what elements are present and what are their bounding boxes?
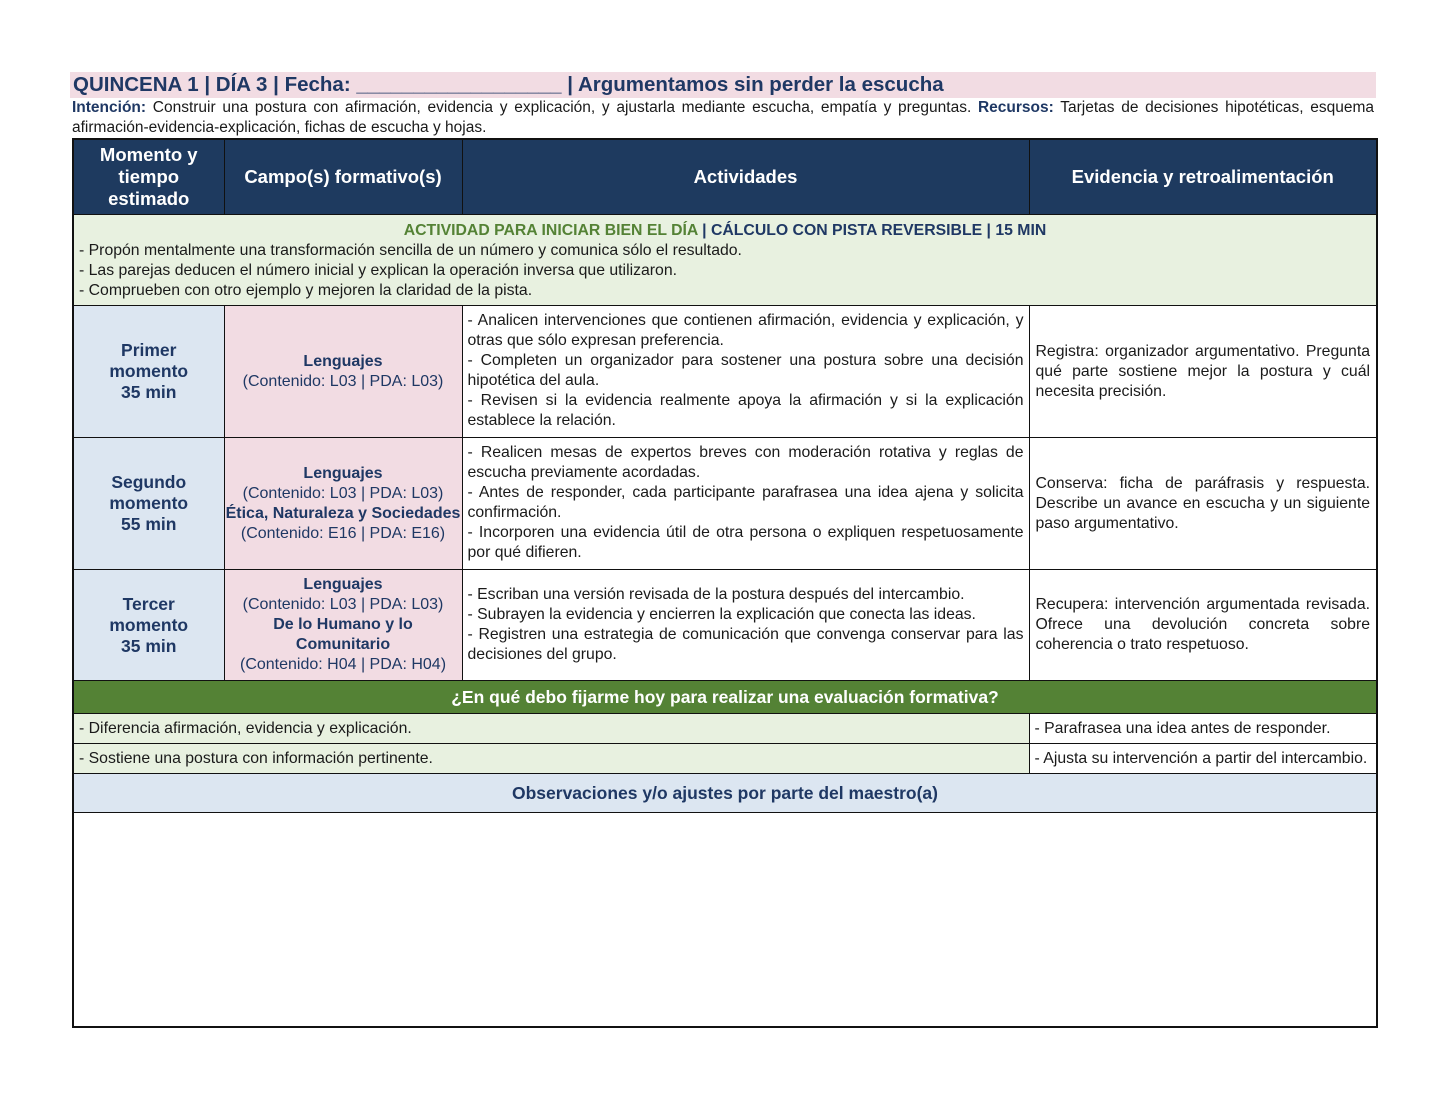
evidence-cell: Recupera: intervención argumentada revisada. Ofrece una devolución concreta sobre coherencia o trato respetuoso. — [1029, 570, 1377, 681]
activities-cell — [462, 306, 1029, 438]
col-header-moment: Momento y tiempo estimado — [73, 139, 224, 215]
title-suffix: | Argumentamos sin perder la escucha — [561, 73, 944, 96]
moment-cell — [73, 570, 224, 681]
formative-question: ¿En qué debo fijarme hoy para realizar una evaluación formativa? — [73, 681, 1377, 714]
observations-header-row — [73, 774, 1377, 813]
criteria-row — [73, 714, 1377, 744]
activity-item: - Realicen mesas de expertos breves con moderación rotativa y reglas de escucha previamente acordadas. — [467, 444, 1024, 481]
observations-title: Observaciones y/o ajustes por parte del maestro(a) — [73, 774, 1377, 813]
warmup-title — [79, 221, 1371, 241]
criterion-left-fill — [462, 744, 1029, 774]
criterion-right: - Ajusta su intervención a partir del intercambio. — [1029, 744, 1377, 774]
campo-detail: (Contenido: E16 | PDA: E16) — [240, 524, 446, 542]
moment-label: momento — [109, 614, 189, 635]
moment-cell — [73, 438, 224, 570]
warmup-line: - Comprueben con otro ejemplo y mejoren la claridad de la pista. — [79, 282, 533, 299]
intent-text: Construir una postura con afirmación, evidencia y explicación, y ajustarla mediante escucha, empatía y preguntas. — [146, 99, 978, 116]
warmup-title-rest: | CÁLCULO CON PISTA REVERSIBLE | 15 MIN — [697, 222, 1047, 239]
table-header-row — [73, 139, 1377, 215]
moment-row-3 — [73, 570, 1377, 681]
criterion-left-fill — [462, 714, 1029, 744]
campo-name: Lenguajes — [303, 464, 383, 482]
page-title — [70, 72, 1376, 98]
resources-label: Recursos: — [977, 99, 1054, 116]
warmup-line: - Las parejas deducen el número inicial y explican la operación inversa que utilizaron. — [79, 262, 677, 279]
activities-cell — [462, 438, 1029, 570]
title-prefix: QUINCENA 1 | DÍA 3 | Fecha: — [73, 73, 357, 96]
observations-area[interactable] — [73, 813, 1377, 1028]
col-header-campo: Campo(s) formativo(s) — [224, 139, 462, 215]
activity-item: - Antes de responder, cada participante parafrasea una idea ajena y solicita confirmación. — [467, 484, 1024, 521]
formative-header-row — [73, 681, 1377, 714]
campo-name: Ética, Naturaleza y Sociedades — [225, 504, 461, 522]
date-blank: __________________ — [356, 73, 562, 96]
warmup-row — [73, 215, 1377, 306]
campo-name: Lenguajes — [303, 352, 383, 370]
moment-row-2 — [73, 438, 1377, 570]
evidence-cell: Registra: organizador argumentativo. Pregunta qué parte sostiene mejor la postura y cuál necesita precisión. — [1029, 306, 1377, 438]
moment-row-1 — [73, 306, 1377, 438]
campo-name: De lo Humano y lo Comunitario — [273, 616, 413, 653]
activity-item: - Incorporen una evidencia útil de otra persona o expliquen respetuosamente por qué difieren. — [467, 524, 1024, 561]
evidence-cell: Conserva: ficha de paráfrasis y respuesta. Describe un avance en escucha y un siguiente paso argumentativo. — [1029, 438, 1377, 570]
col-header-evidencia: Evidencia y retroalimentación — [1029, 139, 1377, 215]
campo-cell — [224, 570, 462, 681]
activity-item: - Analicen intervenciones que contienen afirmación, evidencia y explicación, y otras que sólo expresan preferencia. — [467, 312, 1024, 349]
campo-detail: (Contenido: H04 | PDA: H04) — [239, 656, 447, 673]
lesson-plan-sheet — [70, 72, 1376, 1028]
moment-cell — [73, 306, 224, 438]
observations-body-row — [73, 813, 1377, 1028]
campo-name: Lenguajes — [303, 576, 383, 593]
intent-paragraph — [70, 98, 1376, 138]
moment-label: Tercer — [122, 593, 175, 614]
criterion-left: - Diferencia afirmación, evidencia y explicación. — [73, 714, 462, 744]
warmup-title-green: ACTIVIDAD PARA INICIAR BIEN EL DÍA — [403, 222, 698, 239]
moment-time: 35 min — [121, 635, 177, 656]
moment-label: momento — [109, 361, 189, 381]
moment-time: 35 min — [121, 382, 177, 402]
campo-detail: (Contenido: L03 | PDA: L03) — [242, 372, 444, 390]
moment-time: 55 min — [121, 514, 177, 534]
intent-label: Intención: — [72, 99, 147, 116]
activity-item: - Completen un organizador para sostener una postura sobre una decisión hipotética del aula. — [467, 352, 1024, 389]
activity-item: - Escriban una versión revisada de la postura después del intercambio. — [467, 585, 965, 603]
campo-detail: (Contenido: L03 | PDA: L03) — [242, 484, 444, 502]
resources-text: Tarjetas de decisiones hipotéticas, esquema afirmación-evidencia-explicación, fichas de escucha y hojas. — [72, 99, 1374, 136]
campo-cell — [224, 306, 462, 438]
criterion-left: - Sostiene una postura con información pertinente. — [73, 744, 462, 774]
activity-item: - Registren una estrategia de comunicación que convenga conservar para las decisiones del grupo. — [467, 625, 1024, 663]
warmup-cell — [73, 215, 1377, 306]
activities-cell — [462, 570, 1029, 681]
activity-item: - Subrayen la evidencia y encierren la explicación que conecta las ideas. — [467, 605, 976, 623]
plan-table — [72, 138, 1378, 1028]
criteria-row — [73, 744, 1377, 774]
campo-detail: (Contenido: L03 | PDA: L03) — [242, 596, 444, 613]
moment-label: momento — [109, 493, 189, 513]
moment-label: Segundo — [111, 472, 187, 492]
campo-cell — [224, 438, 462, 570]
criterion-right: - Parafrasea una idea antes de responder. — [1029, 714, 1377, 744]
warmup-line: - Propón mentalmente una transformación sencilla de un número y comunica sólo el resultado. — [79, 242, 742, 259]
activity-item: - Revisen si la evidencia realmente apoya la afirmación y si la explicación establece la relación. — [467, 392, 1024, 429]
col-header-actividades: Actividades — [462, 139, 1029, 215]
moment-label: Primer — [121, 340, 177, 360]
